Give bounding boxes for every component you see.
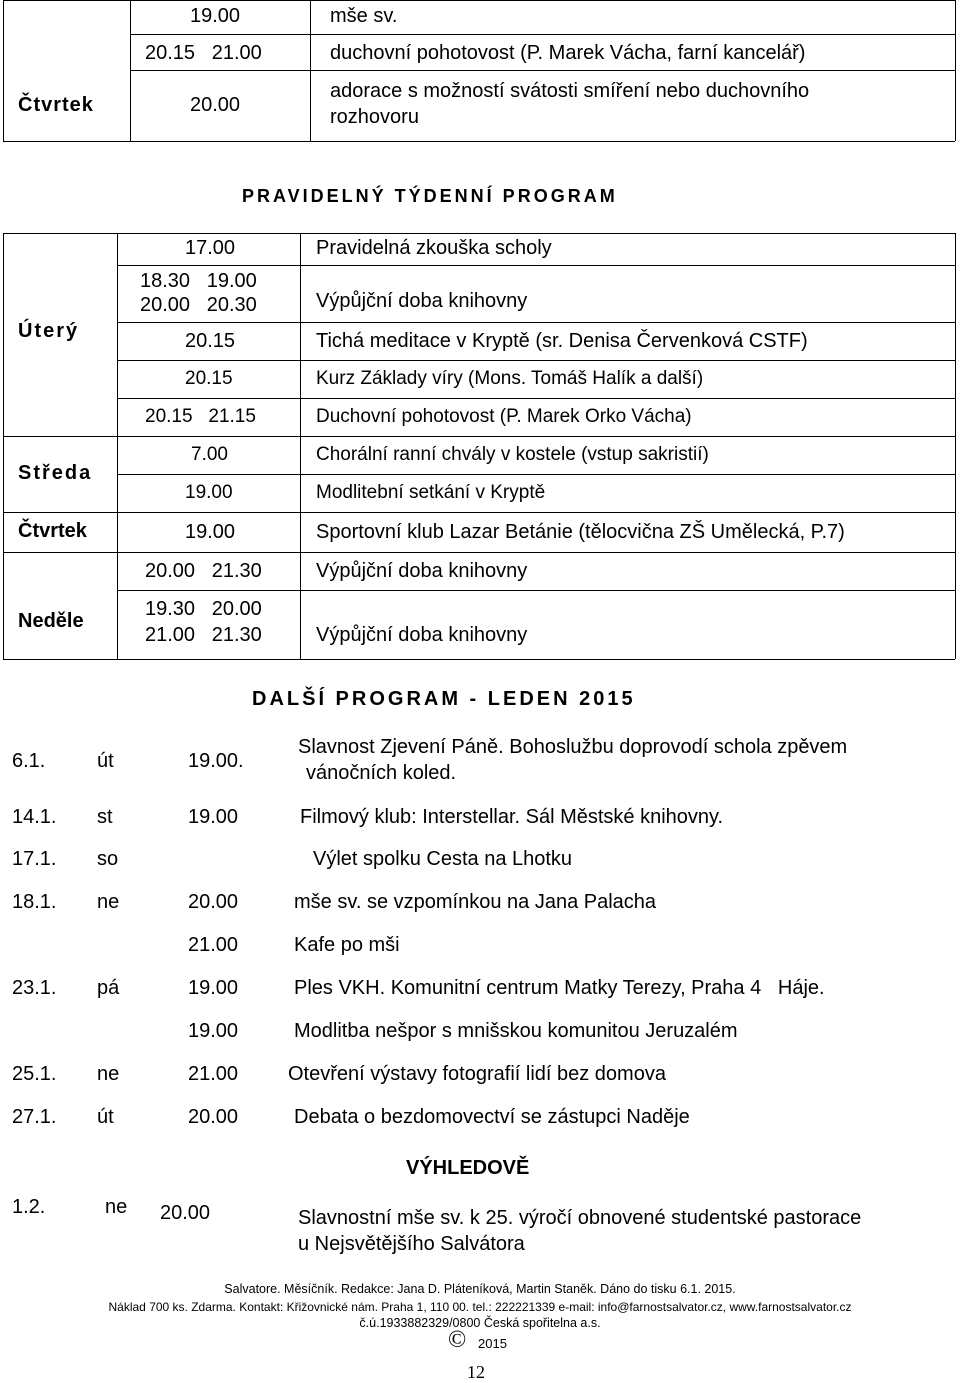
table-line <box>3 512 955 513</box>
list-item-time: 20.00 <box>160 1202 211 1224</box>
table-cell-event: Výpůjční doba knihovny <box>316 624 528 646</box>
copyright-year: 2015 <box>478 1336 507 1351</box>
list-item-event: mše sv. se vzpomínkou na Jana Palacha <box>294 891 657 913</box>
table-cell-time: 18.30 19.00 <box>140 270 257 292</box>
page-number: 12 <box>467 1362 485 1382</box>
list-item-event: Slavnost Zjevení Páně. Bohoslužbu doprovodí schola zpěvem <box>298 736 848 758</box>
table-line <box>3 659 955 660</box>
list-item-day: so <box>97 848 119 870</box>
list-item-day: st <box>97 806 113 828</box>
table-line <box>117 398 955 399</box>
list-item-event: Ples VKH. Komunitní centrum Matky Terezy, Praha 4 Háje. <box>294 977 825 999</box>
table-line <box>3 233 4 659</box>
list-item-event: Otevření výstavy fotografií lidí bez domova <box>288 1063 666 1085</box>
day-label-nedele: Neděle <box>18 610 84 632</box>
other-heading: DALŠÍ PROGRAM - LEDEN 2015 <box>252 688 636 710</box>
table-line <box>130 34 955 35</box>
table-cell-event: duchovní pohotovost (P. Marek Vácha, farní kancelář) <box>330 42 806 64</box>
table-cell-time: 7.00 <box>191 444 228 465</box>
list-item-day: ne <box>97 1063 120 1085</box>
list-item-day: pá <box>97 977 120 999</box>
table-line <box>117 265 955 266</box>
table-cell-time: 20.15 21.15 <box>145 406 256 427</box>
table-cell-event: Tichá meditace v Kryptě (sr. Denisa Červenková CSTF) <box>316 330 808 352</box>
table-line <box>955 0 956 141</box>
list-item-event: vánočních koled. <box>306 762 457 784</box>
table-cell-event: Sportovní klub Lazar Betánie (tělocvična ZŠ Umělecká, P.7) <box>316 521 845 543</box>
table-line <box>117 233 118 659</box>
weekly-heading: PRAVIDELNÝ TÝDENNÍ PROGRAM <box>242 186 618 206</box>
table-cell-event: mše sv. <box>330 5 398 27</box>
list-item-event: Slavnostní mše sv. k 25. výročí obnovené studentské pastorace <box>298 1207 862 1229</box>
table-cell-time: 21.00 21.30 <box>145 624 262 646</box>
table-line <box>3 141 955 142</box>
list-item-event: Výlet spolku Cesta na Lhotku <box>313 848 573 870</box>
list-item-time: 19.00 <box>188 977 239 999</box>
table-cell-time: 20.00 20.30 <box>140 294 257 316</box>
list-item-time: 19.00 <box>188 1020 239 1042</box>
list-item-day: út <box>97 750 114 772</box>
table-line <box>300 233 301 659</box>
list-item-date: 23.1. <box>12 977 57 999</box>
table-cell-event: Výpůjční doba knihovny <box>316 560 528 582</box>
table-cell-event: Kurz Základy víry (Mons. Tomáš Halík a další) <box>316 368 704 389</box>
table-line <box>3 0 4 141</box>
table-cell-time: 20.15 <box>185 330 236 352</box>
list-item-time: 20.00 <box>188 1106 239 1128</box>
table-line <box>117 474 955 475</box>
list-item-day: ne <box>105 1196 128 1218</box>
list-item-date: 1.2. <box>12 1196 46 1218</box>
list-item-event: Filmový klub: Interstellar. Sál Městské knihovny. <box>300 806 724 828</box>
table-cell-time: 20.15 21.00 <box>145 42 262 64</box>
table-cell-time: 17.00 <box>185 237 236 259</box>
list-item-date: 17.1. <box>12 848 57 870</box>
list-item-time: 21.00 <box>188 934 239 956</box>
table-cell-event: Chorální ranní chvály v kostele (vstup sakristií) <box>316 444 709 465</box>
footer-line: Salvatore. Měsíčník. Redakce: Jana D. Pláteníková, Martin Staněk. Dáno do tisku 6.1. 2015. <box>224 1282 736 1296</box>
table-line <box>3 0 955 1</box>
list-item-day: út <box>97 1106 114 1128</box>
table-line <box>3 233 955 234</box>
table-cell-time: 20.15 <box>185 368 233 389</box>
table-line <box>117 360 955 361</box>
list-item-date: 18.1. <box>12 891 57 913</box>
list-item-time: 20.00 <box>188 891 239 913</box>
list-item-event: Kafe po mši <box>294 934 400 956</box>
table-line <box>130 70 955 71</box>
table-line <box>3 436 955 437</box>
footer-line: Náklad 700 ks. Zdarma. Kontakt: Křižovnické nám. Praha 1, 110 00. tel.: 222221339 e-mail: info@farnostsalvator.cz, www.farnostsalvator.cz <box>108 1300 852 1314</box>
day-label-ctvrtek: Čtvrtek <box>18 520 87 542</box>
table-cell-event: rozhovoru <box>330 106 419 128</box>
table-line <box>130 0 131 141</box>
day-label-streda: Středa <box>18 462 93 484</box>
copyright-icon: © <box>448 1327 467 1353</box>
list-item-time: 19.00 <box>188 806 239 828</box>
table-line <box>955 233 956 659</box>
table-cell-time: 20.00 21.30 <box>145 560 262 582</box>
table-line <box>117 590 955 591</box>
list-item-date: 6.1. <box>12 750 46 772</box>
table-line <box>310 0 311 141</box>
list-item-event: Debata o bezdomovectví se zástupci Naděje <box>294 1106 690 1128</box>
table-cell-event: Modlitební setkání v Kryptě <box>316 482 546 503</box>
table-line <box>117 322 955 323</box>
list-item-date: 27.1. <box>12 1106 57 1128</box>
table-cell-event: adorace s možností svátosti smíření nebo duchovního <box>330 80 810 102</box>
table-line <box>3 552 955 553</box>
footer-line: č.ú.1933882329/0800 Česká spořitelna a.s. <box>359 1316 601 1330</box>
table-cell-time: 19.30 20.00 <box>145 598 262 620</box>
table-cell-event: Pravidelná zkouška scholy <box>316 237 552 259</box>
list-item-event: Modlitba nešpor s mnišskou komunitou Jeruzalém <box>294 1020 738 1042</box>
table-cell-time: 19.00 <box>185 482 233 503</box>
list-item-date: 14.1. <box>12 806 57 828</box>
day-label-utery: Úterý <box>18 320 80 342</box>
list-item-time: 21.00 <box>188 1063 239 1085</box>
list-item-event: u Nejsvětějšího Salvátora <box>298 1233 525 1255</box>
list-item-day: ne <box>97 891 120 913</box>
table-cell-time: 19.00 <box>185 521 236 543</box>
list-item-date: 25.1. <box>12 1063 57 1085</box>
table-cell-event: Výpůjční doba knihovny <box>316 290 528 312</box>
outlook-heading: VÝHLEDOVĚ <box>406 1157 530 1179</box>
table-cell-time: 19.00 <box>190 5 241 27</box>
day-label: Čtvrtek <box>18 94 94 116</box>
table-cell-time: 20.00 <box>190 94 241 116</box>
list-item-time: 19.00. <box>188 750 244 772</box>
table-cell-event: Duchovní pohotovost (P. Marek Orko Vácha) <box>316 406 692 427</box>
